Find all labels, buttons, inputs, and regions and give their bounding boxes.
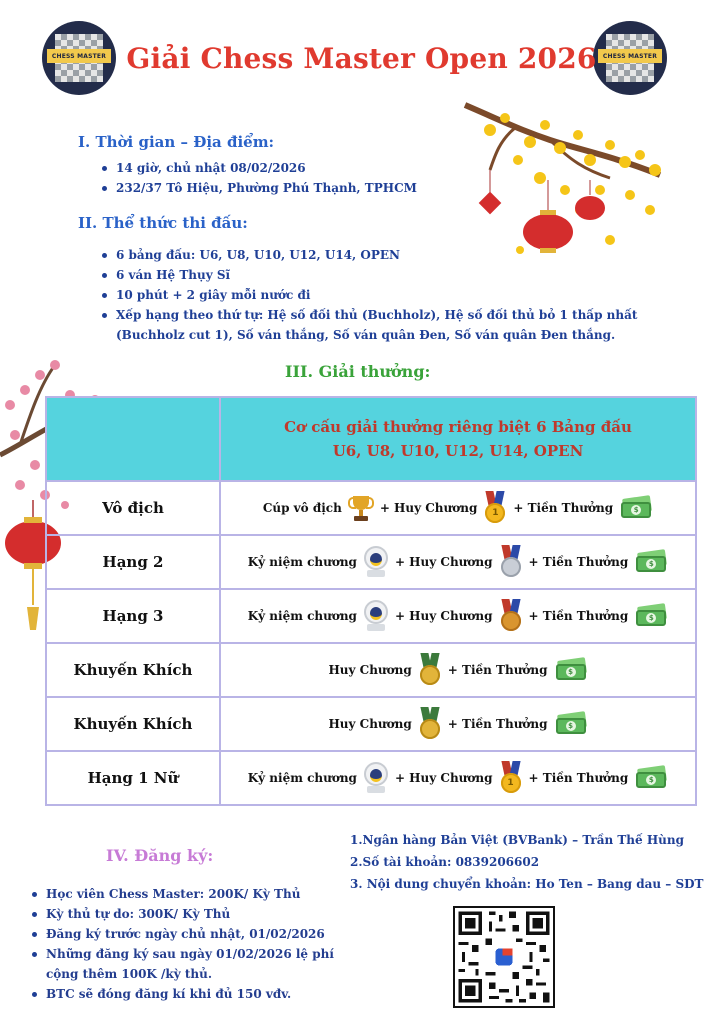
section-prizes-heading: III. Giải thưởng:: [285, 362, 431, 381]
section-time-location-heading: I. Thời gian – Địa điểm:: [78, 133, 275, 151]
prize-item: + Huy Chương: [379, 501, 478, 515]
section-format-heading: II. Thể thức thi đấu:: [78, 214, 248, 232]
money-icon: $: [634, 551, 668, 573]
page-title: Giải Chess Master Open 2026: [126, 42, 597, 75]
list-item: Những đăng ký sau ngày 01/02/2026 lệ phí cộng thêm 100K /kỳ thủ.: [30, 944, 340, 984]
table-row: [46, 697, 696, 751]
prize-item: Kỷ niệm chương: [247, 555, 357, 569]
logo-text: CHESS MASTER: [47, 49, 111, 63]
logo-text: CHESS MASTER: [598, 49, 662, 63]
money-icon: $: [634, 605, 668, 627]
prize-item: + Huy Chương: [394, 555, 493, 569]
money-icon: $: [634, 767, 668, 789]
commemorative-plaque-icon: [363, 546, 389, 578]
table-row: [46, 643, 696, 697]
table-row: [46, 589, 696, 643]
medal-icon: [418, 653, 442, 687]
list-item: 14 giờ, chủ nhật 08/02/2026: [100, 158, 460, 178]
bank-line: 1.Ngân hàng Bản Việt (BVBank) – Trần Thế Hùng: [350, 833, 685, 847]
prize-item: + Huy Chương: [394, 771, 493, 785]
registration-list: [30, 884, 340, 1004]
table-row: [46, 481, 696, 535]
table-row: [46, 535, 696, 589]
money-icon: $: [554, 659, 588, 681]
list-item: Kỳ thủ tự do: 300K/ Kỳ Thủ: [30, 904, 340, 924]
format-list: [100, 245, 700, 345]
cup-icon: [348, 494, 374, 522]
rank-label: Vô địch: [46, 481, 220, 535]
table-head-line1: Cơ cấu giải thưởng riêng biệt 6 Bảng đấu: [284, 418, 632, 436]
section-registration-heading: IV. Đăng ký:: [106, 846, 214, 865]
list-item: Xếp hạng theo thứ tự: Hệ số đối thủ (Buchholz), Hệ số đối thủ bỏ 1 thấp nhất (Buchholz cut 1), Số ván thắng, Số ván quân Đen, Số ván quân Đen thắng.: [100, 305, 700, 345]
prize-item: Huy Chương: [328, 663, 412, 677]
money-icon: $: [619, 497, 653, 519]
list-item: 6 ván Hệ Thụy Sĩ: [100, 265, 700, 285]
bank-line: 3. Nội dung chuyển khoản: Ho Ten – Bang dau – SDT: [350, 877, 704, 891]
prize-item: + Huy Chương: [394, 609, 493, 623]
table-head-line2: U6, U8, U10, U12, U14, OPEN: [332, 442, 584, 460]
commemorative-plaque-icon: [363, 600, 389, 632]
list-item: 6 bảng đấu: U6, U8, U10, U12, U14, OPEN: [100, 245, 700, 265]
table-header-row: [46, 397, 696, 481]
time-location-list: [100, 158, 460, 198]
money-icon: $: [554, 713, 588, 735]
prize-item: Huy Chương: [328, 717, 412, 731]
qr-code[interactable]: [453, 906, 555, 1008]
prize-item: + Tiền Thưởng: [528, 555, 629, 569]
prize-item: Kỷ niệm chương: [247, 771, 357, 785]
prize-item: + Tiền Thưởng: [528, 609, 629, 623]
rank-label: Hạng 2: [46, 535, 220, 589]
bank-info: [350, 829, 720, 895]
rank-label: Khuyến Khích: [46, 643, 220, 697]
bank-line: 2.Số tài khoản: 0839206602: [350, 855, 540, 869]
prize-item: + Tiền Thưởng: [447, 663, 548, 677]
prize-table: [45, 396, 697, 806]
commemorative-plaque-icon: [363, 762, 389, 794]
prize-item: Kỷ niệm chương: [247, 609, 357, 623]
prize-item: + Tiền Thưởng: [513, 501, 614, 515]
table-row: [46, 751, 696, 805]
list-item: Đăng ký trước ngày chủ nhật, 01/02/2026: [30, 924, 340, 944]
prize-item: Cúp vô địch: [262, 501, 342, 515]
gold-medal-icon: 1: [483, 491, 507, 525]
list-item: 10 phút + 2 giây mỗi nước đi: [100, 285, 700, 305]
list-item: Học viên Chess Master: 200K/ Kỳ Thủ: [30, 884, 340, 904]
rank-label: Hạng 1 Nữ: [46, 751, 220, 805]
gold-medal-icon: 1: [499, 761, 523, 795]
rank-label: Hạng 3: [46, 589, 220, 643]
list-item: 232/37 Tô Hiệu, Phường Phú Thạnh, TPHCM: [100, 178, 460, 198]
silver-medal-icon: [499, 545, 523, 579]
medal-icon: [418, 707, 442, 741]
prize-item: + Tiền Thưởng: [528, 771, 629, 785]
list-item: BTC sẽ đóng đăng kí khi đủ 150 vđv.: [30, 984, 340, 1004]
rank-label: Khuyến Khích: [46, 697, 220, 751]
bronze-medal-icon: [499, 599, 523, 633]
prize-item: + Tiền Thưởng: [447, 717, 548, 731]
